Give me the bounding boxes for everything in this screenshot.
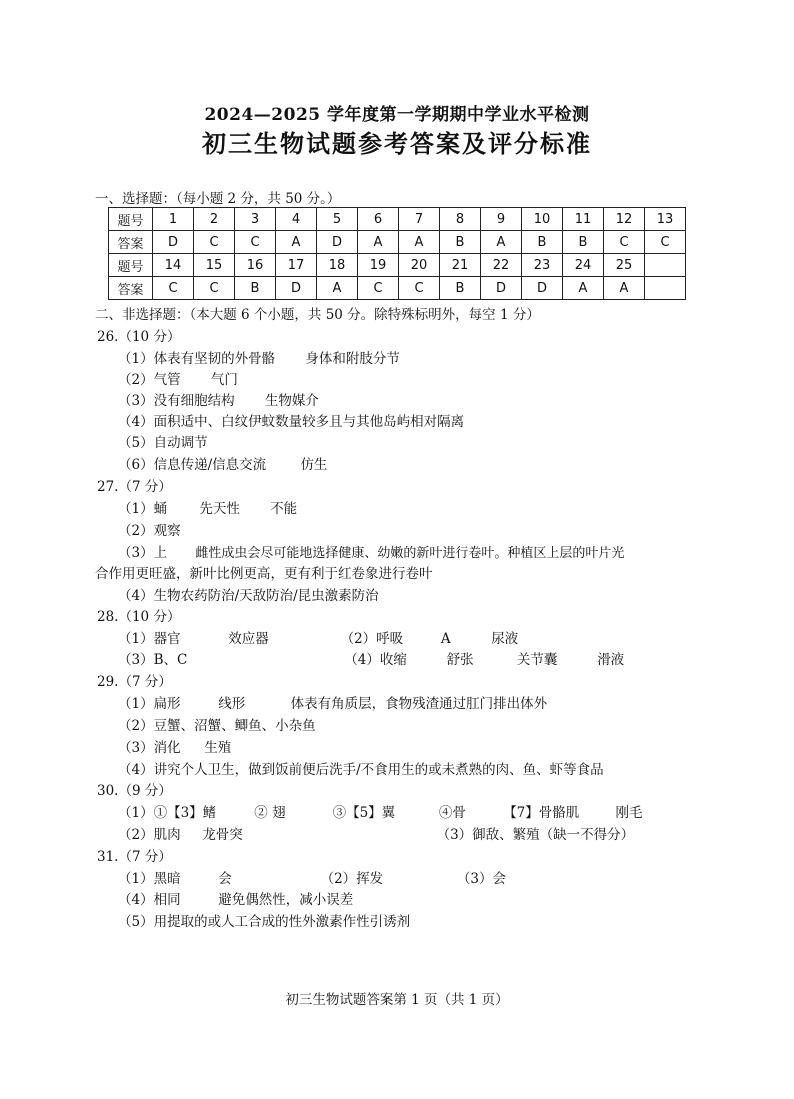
table-cell: 4: [276, 208, 317, 231]
answer-line: [118, 347, 400, 367]
answer-text: （1）黑暗: [118, 871, 181, 887]
table-cell: [645, 277, 686, 300]
answer-text: ③【5】翼: [332, 805, 396, 821]
answer-line: [118, 823, 634, 843]
answer-text: （1）扁形: [118, 696, 181, 712]
table-cell: D: [317, 231, 358, 254]
answer-line: [118, 627, 518, 647]
question-28-heading: 28.（10 分）: [97, 609, 181, 625]
row-label: 答案: [109, 231, 153, 254]
table-cell: B: [440, 231, 481, 254]
table-cell: 16: [235, 254, 276, 277]
section-1-heading: 一、选择题：（每小题 2 分，共 50 分。）: [95, 191, 341, 207]
table-cell: 8: [440, 208, 481, 231]
answer-text: 体表有角质层，食物残渣通过肛门排出体外: [290, 696, 548, 712]
table-cell: A: [604, 277, 645, 300]
table-cell: C: [604, 231, 645, 254]
question-31-heading: 31.（7 分）: [97, 849, 172, 865]
answer-text: 生殖: [204, 740, 232, 756]
answer-line: （4）生物农药防治/天敌防治/昆虫激素防治: [118, 588, 379, 604]
table-cell: 12: [604, 208, 645, 231]
table-cell: C: [194, 277, 235, 300]
row-label: 答案: [109, 277, 153, 300]
answer-line: [118, 453, 327, 473]
answer-text: （2）呼吸: [340, 631, 404, 647]
answer-text: 不能: [270, 501, 298, 517]
answer-line: [118, 801, 642, 821]
table-cell: 2: [194, 208, 235, 231]
table-cell: 7: [399, 208, 440, 231]
answer-text: （3）B、C: [118, 652, 188, 668]
answer-line: （5）用提取的或人工合成的性外激素作性引诱剂: [118, 914, 411, 930]
table-cell: A: [317, 277, 358, 300]
answer-text: （1）器官: [118, 631, 181, 647]
table-cell: A: [399, 231, 440, 254]
table-cell: 1: [153, 208, 194, 231]
answer-text: 先天性: [199, 501, 240, 517]
answer-text: （3）上: [118, 545, 168, 561]
table-cell: A: [563, 277, 604, 300]
answer-line: 合作用更旺盛，新叶比例更高，更有利于红卷象进行卷叶: [95, 566, 433, 582]
answer-text: A: [440, 631, 451, 647]
answer-line: [118, 368, 238, 388]
row-label: 题号: [109, 254, 153, 277]
table-cell: B: [235, 277, 276, 300]
table-cell: A: [358, 231, 399, 254]
row-label: 题号: [109, 208, 153, 231]
answer-text: 【7】骨骼肌: [503, 805, 580, 821]
table-cell: 13: [645, 208, 686, 231]
answer-line: （5）自动调节: [118, 435, 208, 451]
answer-line: [118, 389, 319, 409]
answer-text: （1）①【3】鳍: [118, 805, 217, 821]
answer-line: （4）讲究个人卫生，做到饭前便后洗手/不食用生的或未煮熟的肉、鱼、虾等食品: [118, 762, 604, 778]
table-cell: C: [235, 231, 276, 254]
table-cell: C: [194, 231, 235, 254]
question-29-heading: 29.（7 分）: [97, 674, 172, 690]
answer-text: 舒张: [446, 652, 474, 668]
table-cell: 10: [522, 208, 563, 231]
table-row: [109, 277, 686, 300]
answer-text: 会: [218, 871, 232, 887]
table-cell: 5: [317, 208, 358, 231]
table-cell: B: [440, 277, 481, 300]
table-cell: B: [522, 231, 563, 254]
table-cell: [645, 254, 686, 277]
answer-text: 身体和附肢分节: [305, 351, 400, 367]
answer-text: （2）气管: [118, 372, 181, 388]
answer-line: [118, 867, 506, 887]
table-cell: B: [563, 231, 604, 254]
table-row: [109, 231, 686, 254]
answer-text: 雌性成虫会尽可能地选择健康、幼嫩的新叶进行卷叶。种植区上层的叶片光: [195, 546, 625, 561]
table-cell: D: [481, 277, 522, 300]
table-row: [109, 254, 686, 277]
answer-text: ② 翅: [254, 805, 286, 821]
answer-text: 气门: [210, 372, 238, 388]
answer-text: （4）收缩: [344, 652, 407, 668]
question-26-heading: 26.（10 分）: [97, 329, 181, 345]
table-cell: 24: [563, 254, 604, 277]
answer-text: 关节囊: [516, 652, 558, 668]
table-cell: C: [399, 277, 440, 300]
table-cell: 25: [604, 254, 645, 277]
answer-text: （1）体表有坚韧的外骨骼: [118, 351, 276, 367]
answer-line: （4）面积适中、白纹伊蚊数量较多且与其他岛屿相对隔离: [118, 414, 465, 430]
document-title: 初三生物试题参考答案及评分标准: [202, 129, 592, 158]
answer-line: [118, 736, 231, 756]
answer-text: 效应器: [228, 631, 269, 647]
answer-line: （2）观察: [118, 523, 181, 539]
table-cell: 9: [481, 208, 522, 231]
table-cell: D: [153, 231, 194, 254]
table-cell: 19: [358, 254, 399, 277]
answer-line: [118, 497, 297, 517]
table-cell: 21: [440, 254, 481, 277]
multiple-choice-answer-table: [108, 207, 686, 300]
table-cell: C: [153, 277, 194, 300]
section-2-heading: 二、非选择题：（本大题 6 个小题，共 50 分。除特殊标明外，每空 1 分）: [95, 307, 540, 323]
answer-text: （3）会: [456, 871, 506, 887]
answer-line: [118, 692, 547, 712]
answer-line: （2）豆蟹、沼蟹、鲫鱼、小杂鱼: [118, 718, 316, 734]
table-cell: 6: [358, 208, 399, 231]
answer-text: （2）挥发: [320, 871, 384, 887]
answer-text: 生物媒介: [264, 393, 319, 409]
answer-text: 龙骨突: [202, 827, 243, 843]
answer-text: 避免偶然性，减小误差: [218, 892, 354, 908]
answer-text: 滑液: [597, 652, 625, 668]
answer-text: 仿生: [300, 457, 328, 473]
page-footer: 初三生物试题答案第 1 页（共 1 页）: [285, 992, 509, 1008]
table-cell: 17: [276, 254, 317, 277]
answer-line: [118, 648, 624, 668]
table-cell: 15: [194, 254, 235, 277]
table-cell: 18: [317, 254, 358, 277]
table-cell: 3: [235, 208, 276, 231]
question-30-heading: 30.（9 分）: [97, 783, 172, 799]
table-cell: 14: [153, 254, 194, 277]
answer-text: （4）相同: [118, 892, 181, 908]
question-27-heading: 27.（7 分）: [97, 479, 172, 495]
table-cell: 23: [522, 254, 563, 277]
table-cell: 22: [481, 254, 522, 277]
answer-text: （3）消化: [118, 740, 181, 756]
table-row: [109, 208, 686, 231]
answer-text: 刚毛: [615, 805, 643, 821]
table-cell: D: [522, 277, 563, 300]
answer-text: ④骨: [438, 805, 466, 821]
table-cell: C: [645, 231, 686, 254]
answer-text: （3）御敌、繁殖（缺一不得分）: [436, 827, 635, 843]
answer-line: [118, 541, 624, 561]
table-cell: A: [481, 231, 522, 254]
answer-text: （2）肌肉: [118, 827, 181, 843]
answer-text: （3）没有细胞结构: [118, 393, 235, 409]
answer-text: 线形: [218, 696, 246, 712]
answer-line: [118, 888, 353, 908]
table-cell: C: [358, 277, 399, 300]
table-cell: 20: [399, 254, 440, 277]
table-cell: A: [276, 231, 317, 254]
answer-text: 尿液: [491, 631, 519, 647]
table-cell: 11: [563, 208, 604, 231]
answer-text: （1）蛹: [118, 501, 168, 517]
answer-text: （6）信息传递/信息交流: [118, 457, 267, 473]
table-cell: D: [276, 277, 317, 300]
exam-title: 2024—2025 学年度第一学期期中学业水平检测: [204, 105, 590, 125]
